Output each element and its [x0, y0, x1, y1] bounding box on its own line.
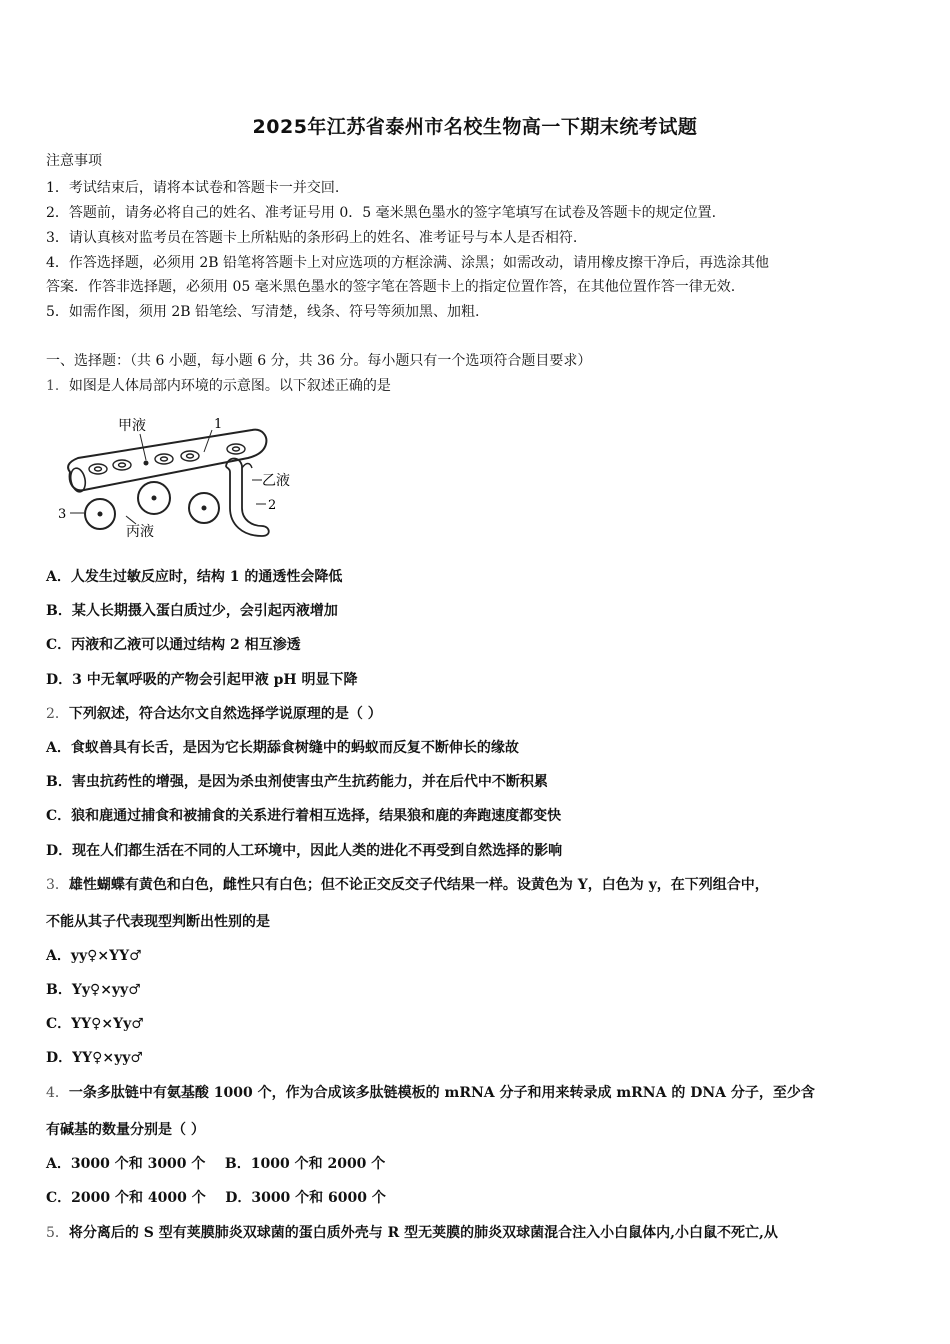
question-stem-cont: 不能从其子代表现型判断出性别的是 — [46, 914, 270, 930]
page-title: 2025年江苏省泰州市名校生物高一下期末统考试题 — [252, 116, 698, 138]
question-4 — [46, 1084, 815, 1102]
question-stem: 如图是人体局部内环境的示意图。以下叙述正确的是 — [68, 378, 391, 394]
options-row[interactable]: C．2000 个和 4000 个 D．3000 个和 6000 个 — [46, 1190, 386, 1206]
question-number: 3． — [46, 877, 69, 893]
option-d[interactable]: D．现在人们都生活在不同的人工环境中，因此人类的进化不再受到自然选择的影响 — [46, 843, 563, 859]
question-number: 4． — [46, 1085, 69, 1101]
options-row[interactable]: A．3000 个和 3000 个 B．1000 个和 2000 个 — [46, 1156, 386, 1172]
question-number: 1． — [46, 378, 69, 394]
notice-item: 5．如需作图，须用 2B 铅笔绘、写清楚，线条、符号等须加黑、加粗. — [46, 304, 480, 320]
question-stem: 将分离后的 S 型有荚膜肺炎双球菌的蛋白质外壳与 R 型无荚膜的肺炎双球菌混合注入小白鼠体内,小白鼠不死亡,从 — [68, 1225, 778, 1241]
notice-heading: 注意事项 — [46, 153, 102, 169]
label-3: 3 — [58, 507, 67, 522]
question-3 — [46, 876, 769, 894]
option-c[interactable]: C．YY♀×Yy♂ — [46, 1016, 144, 1032]
notice-item: 3．请认真核对监考员在答题卡上所粘贴的条形码上的姓名、准考证号与本人是否相符. — [46, 230, 578, 246]
option-d[interactable]: D．3 中无氧呼吸的产物会引起甲液 pH 明显下降 — [46, 672, 358, 688]
label-jia: 甲液 — [118, 418, 146, 434]
option-a[interactable]: A．yy♀×YY♂ — [46, 948, 142, 964]
q1-figure — [56, 412, 316, 540]
question-stem: 雄性蝴蝶有黄色和白色，雌性只有白色；但不论正交反交子代结果一样。设黄色为 Y，白色为 y，在下列组合中， — [68, 877, 769, 893]
option-b[interactable]: B．某人长期摄入蛋白质过少，会引起丙液增加 — [46, 603, 338, 619]
question-stem: 下列叙述，符合达尔文自然选择学说原理的是（ ） — [68, 706, 382, 722]
option-a[interactable]: A．食蚁兽具有长舌，是因为它长期舔食树缝中的蚂蚁而反复不断伸长的缘故 — [46, 740, 519, 756]
label-1: 1 — [214, 417, 223, 432]
option-c[interactable]: C．丙液和乙液可以通过结构 2 相互渗透 — [46, 637, 301, 653]
notice-item: 1．考试结束后，请将本试卷和答题卡一并交回. — [46, 180, 340, 196]
question-stem: 一条多肽链中有氨基酸 1000 个，作为合成该多肽链模板的 mRNA 分子和用来转录成 mRNA 的 DNA 分子，至少含 — [68, 1085, 815, 1101]
option-b[interactable]: B．Yy♀×yy♂ — [46, 982, 141, 998]
notice-item: 2．答题前，请务必将自己的姓名、准考证号用 0．5 毫米黑色墨水的签字笔填写在试卷及答题卡的规定位置. — [46, 205, 717, 221]
label-yi: 乙液 — [262, 473, 290, 489]
question-2 — [46, 705, 382, 723]
section-heading: 一、选择题：（共 6 小题，每小题 6 分，共 36 分。每小题只有一个选项符合题目要求） — [46, 353, 592, 369]
question-1 — [46, 377, 391, 395]
option-a[interactable]: A．人发生过敏反应时，结构 1 的通透性会降低 — [46, 569, 343, 585]
question-number: 5． — [46, 1225, 69, 1241]
option-c[interactable]: C．狼和鹿通过捕食和被捕食的关系进行着相互选择，结果狼和鹿的奔跑速度都变快 — [46, 808, 562, 824]
question-stem-cont: 有碱基的数量分别是（ ） — [46, 1122, 205, 1138]
label-bing: 丙液 — [126, 524, 154, 540]
question-5 — [46, 1224, 778, 1242]
option-d[interactable]: D．YY♀×yy♂ — [46, 1050, 143, 1066]
label-2: 2 — [268, 498, 277, 513]
question-number: 2． — [46, 706, 69, 722]
option-b[interactable]: B．害虫抗药性的增强，是因为杀虫剂使害虫产生抗药能力，并在后代中不断积累 — [46, 774, 548, 790]
notice-item: 4．作答选择题，必须用 2B 铅笔将答题卡上对应选项的方框涂满、涂黑；如需改动，请用橡皮擦干净后，再选涂其他 — [46, 255, 769, 271]
notice-item: 答案．作答非选择题，必须用 05 毫米黑色墨水的签字笔在答题卡上的指定位置作答，在其他位置作答一律无效. — [46, 279, 736, 295]
